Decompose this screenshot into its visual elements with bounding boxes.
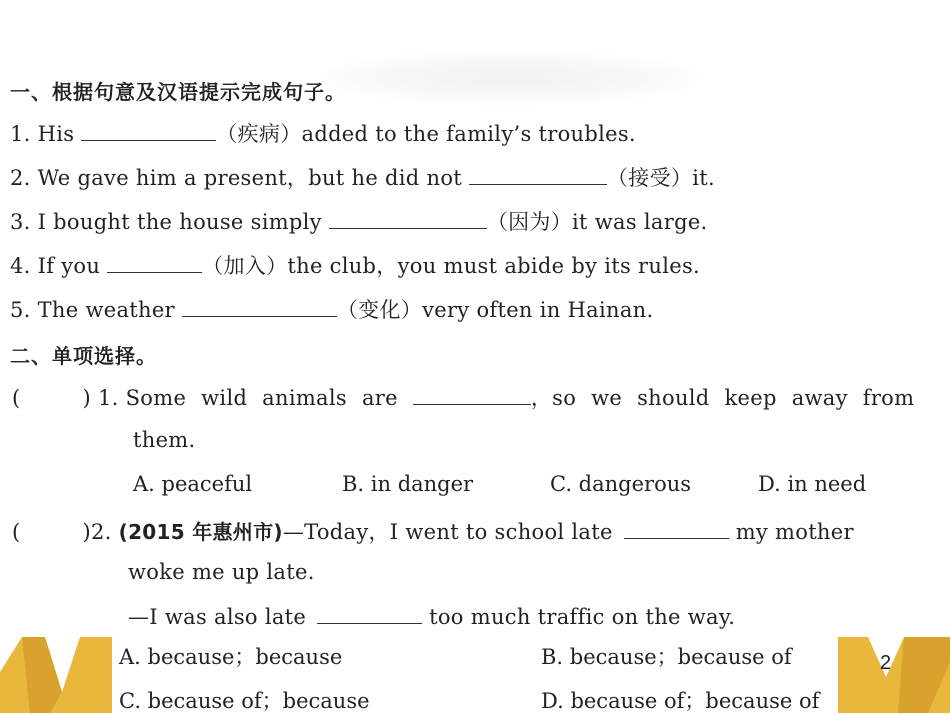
q2-option-d[interactable]: D. because of；because of <box>541 689 820 713</box>
section1-heading: 一、根据句意及汉语提示完成句子。 <box>10 80 346 104</box>
q2-reply-continued: too much traffic on the way. <box>429 604 736 629</box>
sentence-5-end: very often in Hainan. <box>422 298 654 322</box>
q2-reply-line <box>128 604 735 629</box>
corner-decoration-left <box>0 632 112 713</box>
q2-stem-continued: my mother <box>735 520 854 544</box>
blank-5[interactable] <box>182 297 337 317</box>
corner-decoration-right <box>838 632 950 713</box>
q2-stem: —Today，I went to school late <box>282 520 613 544</box>
q2-paren-close: ) <box>82 520 91 544</box>
background-arc <box>300 48 720 108</box>
sentence-1-text: 1. His <box>10 122 82 146</box>
sentence-2-end: it. <box>692 166 715 190</box>
sentence-4-text: 4. If you <box>10 254 108 278</box>
q2-blank-2[interactable] <box>317 604 422 624</box>
sentence-4-end: the club，you must abide by its rules. <box>287 254 700 278</box>
q2-option-c[interactable]: C. because of；because <box>119 689 370 713</box>
q1-number: 1. <box>97 386 119 410</box>
sentence-1 <box>10 118 636 148</box>
q1-option-b[interactable]: B. in danger <box>342 472 474 496</box>
blank-3[interactable] <box>329 209 487 229</box>
page-number: 2 <box>880 652 892 674</box>
q1-stem: Some wild animals are <box>125 386 398 410</box>
q2-option-b[interactable]: B. because；because of <box>541 645 792 669</box>
sentence-3 <box>10 206 708 236</box>
q2-blank-1[interactable] <box>624 519 729 539</box>
hint-4: （加入） <box>202 254 288 278</box>
blank-2[interactable] <box>469 165 607 185</box>
section2-heading: 二、单项选择。 <box>10 344 157 368</box>
q2-number: 2. <box>91 520 112 544</box>
sentence-3-end: it was large. <box>572 210 708 234</box>
sentence-3-text: 3. I bought the house simply <box>10 210 329 234</box>
q1-option-c[interactable]: C. dangerous <box>550 472 692 496</box>
q2-paren-open: ( <box>12 520 21 544</box>
q1-paren-close: ) <box>82 386 91 410</box>
q1-blank[interactable] <box>413 385 531 405</box>
q1-option-a[interactable]: A. peaceful <box>133 472 253 496</box>
hint-5: （变化） <box>336 298 423 322</box>
question-2-line <box>12 516 854 546</box>
sentence-1-end: added to the family’s troubles. <box>301 122 636 146</box>
hint-1: （疾病） <box>216 122 302 146</box>
q2-source: (2015 年惠州市) <box>118 520 283 544</box>
sentence-5-text: 5. The weather <box>10 298 182 322</box>
blank-1[interactable] <box>81 121 216 141</box>
q1-stem-line2: them. <box>133 428 196 452</box>
sentence-4 <box>10 250 700 280</box>
q2-reply: —I was also late <box>128 604 307 629</box>
hint-3: （因为） <box>486 210 573 234</box>
question-1-line <box>12 382 914 412</box>
q1-paren-open: ( <box>12 386 21 410</box>
blank-4[interactable] <box>107 253 202 273</box>
sentence-2-text: 2. We gave him a present，but he did not <box>10 166 469 190</box>
sentence-2 <box>10 162 715 192</box>
q2-stem-line2: woke me up late. <box>128 560 315 584</box>
hint-2: （接受） <box>607 166 693 190</box>
q2-option-a[interactable]: A. because；because <box>119 645 343 669</box>
sentence-5 <box>10 294 653 324</box>
q1-stem-continued: ，so we should keep away from <box>530 386 915 410</box>
q1-option-d[interactable]: D. in need <box>758 472 867 496</box>
